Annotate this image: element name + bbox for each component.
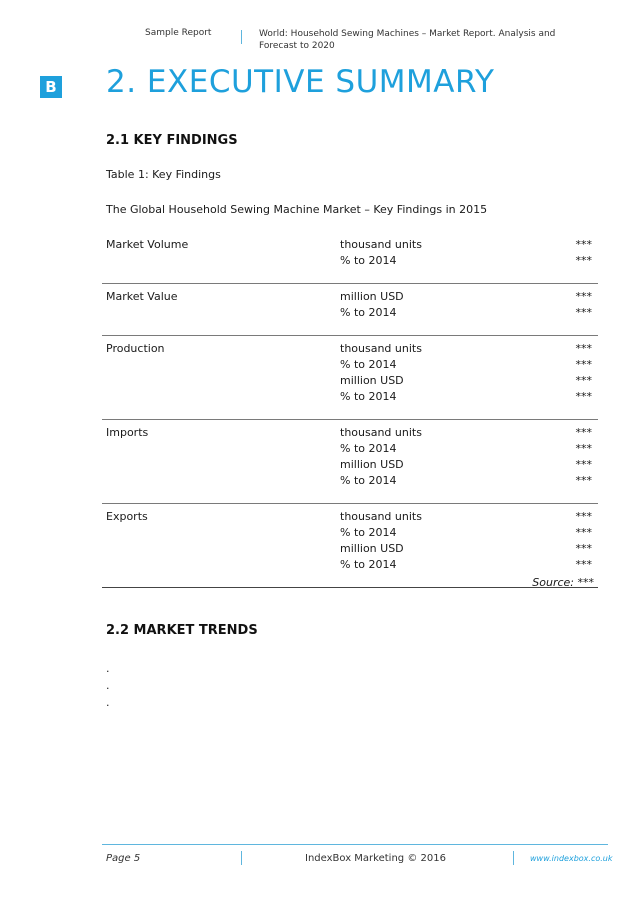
footer-website-link[interactable]: www.indexbox.co.uk bbox=[530, 854, 613, 863]
unit-cell: % to 2014 bbox=[340, 254, 397, 267]
unit-cell: thousand units bbox=[340, 342, 422, 355]
dot-line: . bbox=[106, 696, 110, 709]
value-cell: *** bbox=[575, 374, 592, 387]
unit-cell: % to 2014 bbox=[340, 390, 397, 403]
section-heading-key-findings: 2.1 KEY FINDINGS bbox=[106, 133, 238, 148]
unit-cell: thousand units bbox=[340, 238, 422, 251]
table-row bbox=[102, 339, 598, 420]
row-values bbox=[540, 289, 598, 335]
row-label: Market Volume bbox=[106, 238, 189, 251]
unit-cell: % to 2014 bbox=[340, 474, 397, 487]
unit-cell: % to 2014 bbox=[340, 442, 397, 455]
value-cell: *** bbox=[575, 342, 592, 355]
value-cell: *** bbox=[575, 474, 592, 487]
row-values bbox=[540, 237, 598, 283]
row-units bbox=[340, 237, 540, 283]
value-cell: *** bbox=[575, 306, 592, 319]
footer-divider bbox=[102, 844, 608, 845]
section-heading-market-trends: 2.2 MARKET TRENDS bbox=[106, 623, 258, 638]
row-label: Exports bbox=[106, 510, 148, 523]
placeholder-dots bbox=[106, 660, 110, 711]
dot-line: . bbox=[106, 679, 110, 692]
unit-cell: million USD bbox=[340, 542, 404, 555]
value-cell: *** bbox=[575, 458, 592, 471]
value-cell: *** bbox=[575, 510, 592, 523]
footer-separator bbox=[241, 851, 242, 865]
value-cell: *** bbox=[575, 426, 592, 439]
table-row bbox=[102, 235, 598, 284]
row-values bbox=[540, 341, 598, 419]
row-label: Market Value bbox=[106, 290, 178, 303]
unit-cell: million USD bbox=[340, 458, 404, 471]
value-cell: *** bbox=[575, 254, 592, 267]
value-cell: *** bbox=[575, 542, 592, 555]
value-cell: *** bbox=[575, 558, 592, 571]
row-label: Production bbox=[106, 342, 165, 355]
unit-cell: % to 2014 bbox=[340, 558, 397, 571]
row-units bbox=[340, 509, 540, 587]
value-cell: *** bbox=[575, 390, 592, 403]
row-values bbox=[540, 425, 598, 503]
row-units bbox=[340, 341, 540, 419]
unit-cell: % to 2014 bbox=[340, 306, 397, 319]
source-value: *** bbox=[577, 576, 594, 589]
value-cell: *** bbox=[575, 358, 592, 371]
value-cell: *** bbox=[575, 526, 592, 539]
row-units bbox=[340, 289, 540, 335]
table-row bbox=[102, 507, 598, 588]
unit-cell: % to 2014 bbox=[340, 358, 397, 371]
table-row bbox=[102, 287, 598, 336]
table-caption: Table 1: Key Findings bbox=[106, 168, 221, 181]
row-label: Imports bbox=[106, 426, 149, 439]
source-label: Source: bbox=[532, 576, 574, 589]
footer-page-number: Page 5 bbox=[106, 853, 141, 864]
footer-separator bbox=[513, 851, 514, 865]
table-title: The Global Household Sewing Machine Market – Key Findings in 2015 bbox=[106, 203, 488, 216]
footer-copyright: IndexBox Marketing © 2016 bbox=[305, 853, 446, 864]
value-cell: *** bbox=[575, 290, 592, 303]
unit-cell: thousand units bbox=[340, 510, 422, 523]
unit-cell: thousand units bbox=[340, 426, 422, 439]
header-report-title: World: Household Sewing Machines – Market Report. Analysis and Forecast to 2020 bbox=[259, 29, 556, 51]
header-report-type: Sample Report bbox=[145, 28, 212, 38]
unit-cell: million USD bbox=[340, 290, 404, 303]
table-row bbox=[102, 423, 598, 504]
header-divider bbox=[241, 30, 242, 44]
unit-cell: % to 2014 bbox=[340, 526, 397, 539]
value-cell: *** bbox=[575, 442, 592, 455]
key-findings-table bbox=[102, 235, 598, 588]
indexbox-logo-icon: B bbox=[40, 76, 62, 98]
row-units bbox=[340, 425, 540, 503]
unit-cell: million USD bbox=[340, 374, 404, 387]
table-source bbox=[532, 576, 594, 589]
value-cell: *** bbox=[575, 238, 592, 251]
page-title: 2. EXECUTIVE SUMMARY bbox=[106, 64, 495, 100]
dot-line: . bbox=[106, 662, 110, 675]
